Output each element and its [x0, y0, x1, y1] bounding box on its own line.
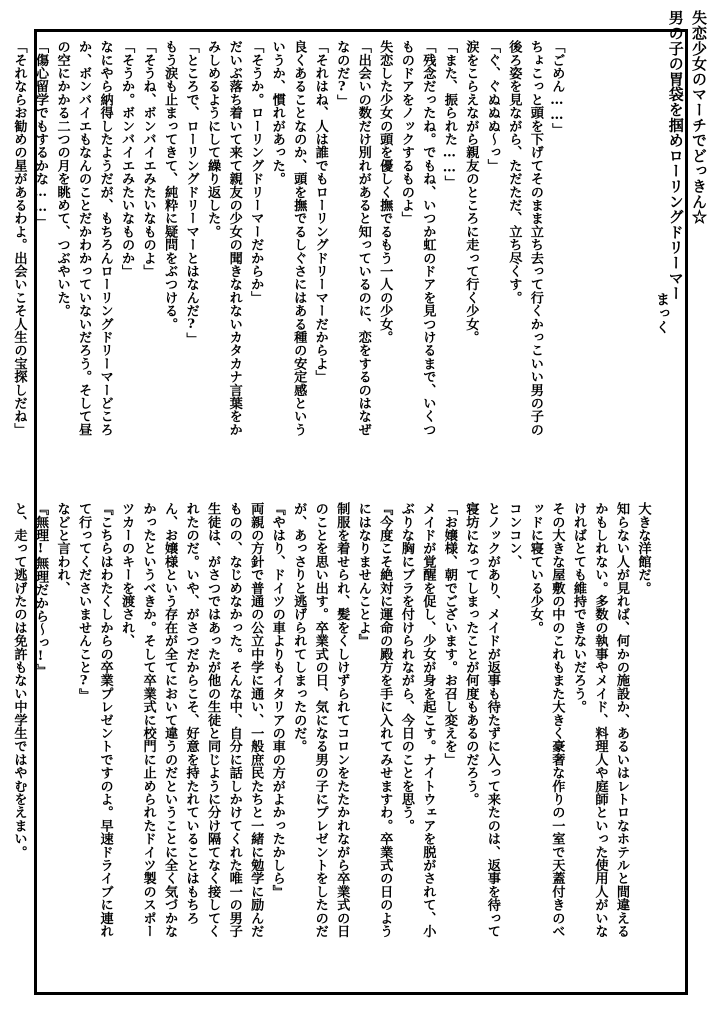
upper-paragraph: 「ぐ、ぐぬぬぬ～っ」: [484, 40, 500, 172]
lower-paragraph: 知らない人が見れば、何かの施設か、あるいはレトロなホテルと間違えるかもしれない。多数の執事やメイド、料理人や庭師といった使用人がいなければとても維持できないだろう。: [570, 502, 629, 938]
text-block-upper-columns: [8, 40, 567, 444]
upper-paragraph: 「ごめん……」: [549, 40, 565, 136]
text-block-upper: [8, 40, 565, 444]
upper-paragraph: 「傷心留学でもするかな……」: [33, 40, 49, 229]
page-title: [664, 10, 711, 340]
upper-paragraph: もう涙も止まってきて、純粋に疑問をぶつける。: [162, 40, 178, 331]
lower-paragraph: 『やはり、ドイツの車よりもイタリアの車の方がよかったかしら』: [269, 502, 285, 898]
title-line-2: 男の子の胃袋を掴めローリングドリーマー: [666, 10, 685, 301]
lower-paragraph: 制服を着せられ、髪をくしけずられてコロンをたたかれながら卒業式の日のことを思い出す。卒業式の日、気になる男の子にプレゼントをしたのだが、あっさりと逃げられてしまったのだ。: [291, 502, 350, 938]
lower-paragraph: とノックがあり、メイドが返事も待たずに入って来たのは、返事を待って寝坊になってしまったことが何度もあるのだろう。: [463, 502, 500, 938]
lower-paragraph: 『無理!無理だから～っ!』: [33, 502, 49, 678]
upper-paragraph: 「また、振られた……」: [441, 40, 457, 189]
upper-paragraph: 良くあることなのか、頭を撫でるしぐさにはある種の安定感といういうか、慣れがあった。: [269, 40, 307, 436]
upper-paragraph: 「それはね、人は誰でもローリングドリーマーだからよ」: [312, 40, 328, 384]
lower-paragraph: 「お嬢様、朝でございます。お召し変えを」: [441, 502, 457, 766]
lower-paragraph: 『こちらはわたくしからの卒業プレゼントですのよ。早速ドライブに連れて行ってくださいませんこと?』: [76, 502, 113, 938]
lower-paragraph: と、走って逃げたのは免許もない中学生ではやむをえまい。: [11, 502, 27, 859]
lower-paragraph: 両親の方針で普通の公立中学に通い、一般庶民たちと一緒に勉学に励んだものの、なじめなかった。そんな中、自分に話しかけてくれた唯一の男子生徒は、がさつではあったが他の生徒と同じように分け隔てなく接してくれたのだ。いや、がさつだからこそ、好意を持たれていることはもちろん、お嬢様という存在が全てにおいて違うのだということに全く気づかなかったというべきか。そして卒業式に校門に止められたドイツ製のスポーツカーのキーを渡され、: [119, 502, 264, 938]
lower-paragraph: コンコン、: [506, 502, 522, 568]
title-line-1: 失恋少女のマーチでどっきん☆: [690, 10, 708, 225]
upper-paragraph: 「それならお勧めの星があるわよ。出会いこそ人生の宝探しだね」: [11, 40, 27, 436]
upper-paragraph: 「ところで、ローリングドリーマーとはなんだ?」: [183, 40, 199, 346]
upper-paragraph: だいぶ落ち着いて来て親友の少女の聞きなれないカタカナ言葉をかみしめるようにして繰り返した。: [205, 40, 242, 436]
lower-paragraph: メイドが覚醒を促し、少女が身を起こす。ナイトウェアを脱がされて、小ぶりな胸にブラを付けられながら、今日のことを思う。: [398, 502, 436, 938]
upper-paragraph: 「そうね、ボンバイエみたいなものよ」: [140, 40, 156, 278]
upper-paragraph: なにやら納得したようだが、もちろんローリングドリーマーどころか、ボンバイエもなんのことだかわかっていないだろう。そして昼の空にかかる二つの月を眺めて、つぶやいた。: [54, 40, 113, 436]
lower-paragraph: その大きな屋敷の中のこれもまた大きく豪奢な作りの一室で天蓋付きのベッドに寝ている少女。: [527, 502, 565, 938]
text-block-lower-columns: [8, 502, 653, 938]
upper-paragraph: 失恋した少女の頭を優しく撫でるもう一人の少女。: [377, 40, 393, 344]
lower-paragraph: などと言われ、: [54, 502, 70, 595]
upper-paragraph: 「出会いの数だけ別れがあると知っているのに、恋をするのはなぜなのだ?」: [334, 40, 371, 436]
upper-paragraph: 涙をこらえながら親友のところに走って行く少女。: [463, 40, 479, 344]
upper-paragraph: 「残念だったね。でもね、いつか虹のドアを見つけるまで、いくつものドアをノックするものよ」: [398, 40, 436, 436]
upper-paragraph: ちょこっと頭を下げてそのまま立ち去って行くかっこいい男の子の後ろ姿を見ながら、ただただ、立ち尽くす。: [506, 40, 543, 436]
author-name: まっく: [654, 292, 670, 334]
upper-paragraph: 「そうか。ローリングドリーマーだからか」: [248, 40, 264, 304]
lower-paragraph: 『今度こそ絶対に運命の殿方を手に入れてみせますわ。卒業式の日のようにはなりませんことよ』: [355, 502, 393, 938]
upper-paragraph: 「そうか。ボンバイエみたいなものか」: [119, 40, 135, 278]
text-block-lower: [8, 502, 651, 938]
lower-paragraph: 大きな洋館だ。: [635, 502, 651, 595]
